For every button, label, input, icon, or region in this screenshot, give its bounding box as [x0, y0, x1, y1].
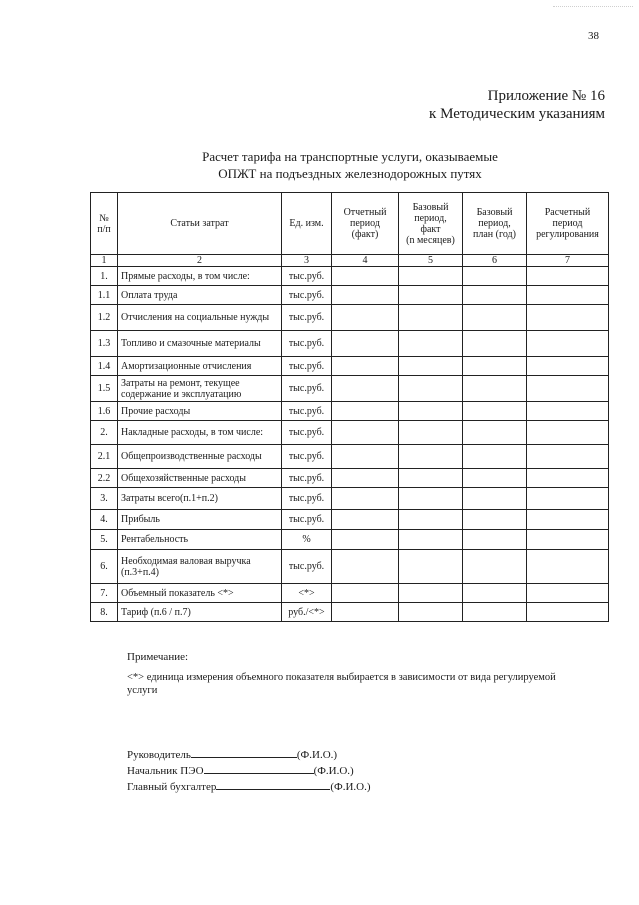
table-row [91, 267, 609, 286]
value-cell[interactable] [399, 305, 463, 331]
value-cell[interactable] [332, 305, 399, 331]
appendix-heading [429, 87, 605, 123]
value-cell[interactable] [332, 267, 399, 286]
value-cell[interactable] [332, 584, 399, 603]
signature-block [127, 747, 371, 795]
value-cell[interactable] [527, 603, 609, 622]
value-cell[interactable] [399, 331, 463, 357]
cost-item-cell: Тариф (п.6 / п.7) [118, 603, 282, 622]
header-text-line: Базовый [412, 201, 449, 213]
value-cell[interactable] [399, 286, 463, 305]
value-cell[interactable] [527, 510, 609, 530]
row-number-cell: 7. [91, 584, 118, 603]
cost-item-cell: Прибыль [118, 510, 282, 530]
unit-cell: % [282, 530, 332, 550]
value-cell[interactable] [332, 488, 399, 510]
header-unit [282, 193, 332, 255]
unit-cell: тыс.руб. [282, 357, 332, 376]
signature-name-placeholder: (Ф.И.О.) [330, 781, 371, 793]
table-row [91, 376, 609, 402]
signature-role: Руководитель [127, 749, 191, 761]
value-cell[interactable] [527, 357, 609, 376]
value-cell[interactable] [463, 286, 527, 305]
header-text-line: (n месяцев) [406, 234, 455, 246]
cost-item-cell: Затраты на ремонт, текущее содержание и эксплуатацию [118, 376, 282, 402]
table-row [91, 357, 609, 376]
page-number: 38 [588, 30, 599, 42]
value-cell[interactable] [527, 421, 609, 445]
unit-cell: <*> [282, 584, 332, 603]
value-cell[interactable] [399, 445, 463, 469]
table-header-row [91, 193, 609, 255]
table-body [91, 267, 609, 622]
value-cell[interactable] [332, 510, 399, 530]
value-cell[interactable] [399, 550, 463, 584]
value-cell[interactable] [463, 357, 527, 376]
row-number-cell: 1. [91, 267, 118, 286]
header-base-period-fact [399, 193, 463, 255]
cost-item-cell: Объемный показатель <*> [118, 584, 282, 603]
header-text-line: Статьи затрат [170, 218, 229, 229]
row-number-cell: 1.2 [91, 305, 118, 331]
value-cell[interactable] [332, 469, 399, 488]
value-cell[interactable] [399, 402, 463, 421]
value-cell[interactable] [527, 267, 609, 286]
signature-line [127, 779, 371, 795]
value-cell[interactable] [332, 421, 399, 445]
column-number-cell: 2 [118, 255, 282, 267]
value-cell[interactable] [463, 421, 527, 445]
row-number-cell: 6. [91, 550, 118, 584]
column-number-cell: 4 [332, 255, 399, 267]
unit-cell: тыс.руб. [282, 286, 332, 305]
value-cell[interactable] [399, 376, 463, 402]
value-cell[interactable] [399, 584, 463, 603]
row-number-cell: 1.3 [91, 331, 118, 357]
unit-cell: тыс.руб. [282, 305, 332, 331]
value-cell[interactable] [332, 331, 399, 357]
cost-item-cell: Общехозяйственные расходы [118, 469, 282, 488]
column-number-row [91, 255, 609, 267]
signature-line [127, 747, 371, 763]
value-cell[interactable] [399, 469, 463, 488]
signature-role: Начальник ПЭО [127, 765, 204, 777]
value-cell[interactable] [399, 510, 463, 530]
row-number-cell: 2.2 [91, 469, 118, 488]
value-cell[interactable] [332, 550, 399, 584]
cost-item-cell: Необходимая валовая выручка (п.3+п.4) [118, 550, 282, 584]
unit-cell: тыс.руб. [282, 421, 332, 445]
cost-item-cell: Прямые расходы, в том числе: [118, 267, 282, 286]
value-cell[interactable] [332, 376, 399, 402]
header-text-line: период [350, 218, 380, 229]
cost-item-cell: Амортизационные отчисления [118, 357, 282, 376]
value-cell[interactable] [463, 376, 527, 402]
cost-item-cell: Рентабельность [118, 530, 282, 550]
header-text-line: период, [478, 218, 511, 229]
row-number-cell: 3. [91, 488, 118, 510]
column-number-cell: 1 [91, 255, 118, 267]
signature-field[interactable] [216, 779, 330, 790]
header-number [91, 193, 118, 255]
row-number-cell: 8. [91, 603, 118, 622]
header-text-line: период, [414, 212, 447, 224]
table-row [91, 331, 609, 357]
value-cell[interactable] [463, 267, 527, 286]
header-text-line: факт [420, 223, 441, 235]
unit-cell: тыс.руб. [282, 550, 332, 584]
value-cell[interactable] [399, 603, 463, 622]
row-number-cell: 2. [91, 421, 118, 445]
header-regulation-period [527, 193, 609, 255]
title-line-1: Расчет тарифа на транспортные услуги, оказываемые [202, 149, 498, 164]
unit-cell: тыс.руб. [282, 469, 332, 488]
note-text: <*> единица измерения объемного показателя выбирается в зависимости от вида регулируемой услуги [127, 672, 556, 696]
unit-cell: тыс.руб. [282, 331, 332, 357]
value-cell[interactable] [463, 530, 527, 550]
unit-cell: тыс.руб. [282, 402, 332, 421]
value-cell[interactable] [332, 603, 399, 622]
cost-item-cell: Оплата труда [118, 286, 282, 305]
header-text-line: Отчетный [343, 207, 387, 218]
cost-item-cell: Топливо и смазочные материалы [118, 331, 282, 357]
table-row [91, 402, 609, 421]
cost-item-cell: Общепроизводственные расходы [118, 445, 282, 469]
unit-cell: тыс.руб. [282, 267, 332, 286]
row-number-cell: 1.4 [91, 357, 118, 376]
signature-role: Главный бухгалтер [127, 781, 217, 793]
unit-cell: тыс.руб. [282, 445, 332, 469]
header-text-line: регулирования [536, 229, 599, 240]
header-text-line: Расчетный [544, 207, 591, 218]
value-cell[interactable] [399, 530, 463, 550]
value-cell[interactable] [332, 445, 399, 469]
table-row [91, 445, 609, 469]
header-cost-item [118, 193, 282, 255]
value-cell[interactable] [463, 584, 527, 603]
column-number-cell: 3 [282, 255, 332, 267]
header-text-line: план (год) [473, 229, 516, 240]
value-cell[interactable] [463, 445, 527, 469]
header-text-line: период [552, 218, 583, 229]
note-label: Примечание: [127, 651, 189, 663]
column-number-cell: 7 [527, 255, 609, 267]
document-title [150, 148, 550, 182]
table-row [91, 584, 609, 603]
unit-cell: тыс.руб. [282, 510, 332, 530]
title-line-2: ОПЖТ на подъездных железнодорожных путях [218, 166, 482, 181]
table-row [91, 421, 609, 445]
signature-field[interactable] [204, 763, 314, 774]
unit-cell: тыс.руб. [282, 376, 332, 402]
cost-item-cell: Отчисления на социальные нужды [118, 305, 282, 331]
table-row [91, 530, 609, 550]
table-row [91, 286, 609, 305]
value-cell[interactable] [332, 402, 399, 421]
value-cell[interactable] [399, 421, 463, 445]
header-text-line: № [99, 212, 109, 224]
row-number-cell: 1.6 [91, 402, 118, 421]
header-text-line: Базовый [476, 207, 513, 218]
appendix-line-2: к Методическим указаниям [429, 106, 605, 122]
value-cell[interactable] [399, 488, 463, 510]
table-row [91, 510, 609, 530]
header-base-period-plan [463, 193, 527, 255]
row-number-cell: 1.5 [91, 376, 118, 402]
scan-artifact [553, 6, 633, 9]
table-row [91, 305, 609, 331]
header-text-line: п/п [97, 223, 111, 235]
value-cell[interactable] [527, 530, 609, 550]
signature-line [127, 763, 371, 779]
row-number-cell: 1.1 [91, 286, 118, 305]
value-cell[interactable] [527, 584, 609, 603]
appendix-line-1: Приложение № 16 [487, 88, 605, 104]
value-cell[interactable] [399, 357, 463, 376]
value-cell[interactable] [463, 488, 527, 510]
value-cell[interactable] [332, 286, 399, 305]
cost-item-cell: Прочие расходы [118, 402, 282, 421]
value-cell[interactable] [332, 530, 399, 550]
value-cell[interactable] [463, 305, 527, 331]
table-row [91, 550, 609, 584]
row-number-cell: 4. [91, 510, 118, 530]
value-cell[interactable] [463, 331, 527, 357]
unit-cell: руб./<*> [282, 603, 332, 622]
header-text-line: Ед. изм. [289, 218, 324, 229]
value-cell[interactable] [527, 305, 609, 331]
table-row [91, 488, 609, 510]
header-text-line: (факт) [351, 229, 379, 240]
table-row [91, 469, 609, 488]
value-cell[interactable] [399, 267, 463, 286]
unit-cell: тыс.руб. [282, 488, 332, 510]
value-cell[interactable] [527, 331, 609, 357]
signature-name-placeholder: (Ф.И.О.) [296, 749, 338, 761]
value-cell[interactable] [527, 488, 609, 510]
value-cell[interactable] [527, 402, 609, 421]
signature-field[interactable] [191, 747, 297, 758]
value-cell[interactable] [527, 550, 609, 584]
header-reporting-period [332, 193, 399, 255]
value-cell[interactable] [332, 357, 399, 376]
value-cell[interactable] [527, 445, 609, 469]
value-cell[interactable] [463, 510, 527, 530]
table-row [91, 603, 609, 622]
column-number-cell: 6 [463, 255, 527, 267]
value-cell[interactable] [527, 376, 609, 402]
row-number-cell: 5. [91, 530, 118, 550]
cost-item-cell: Затраты всего(п.1+п.2) [118, 488, 282, 510]
column-number-cell: 5 [399, 255, 463, 267]
cost-item-cell: Накладные расходы, в том числе: [118, 421, 282, 445]
value-cell[interactable] [527, 286, 609, 305]
value-cell[interactable] [463, 402, 527, 421]
row-number-cell: 2.1 [91, 445, 118, 469]
value-cell[interactable] [527, 469, 609, 488]
value-cell[interactable] [463, 550, 527, 584]
value-cell[interactable] [463, 469, 527, 488]
value-cell[interactable] [463, 603, 527, 622]
tariff-table [90, 192, 609, 622]
signature-name-placeholder: (Ф.И.О.) [313, 765, 354, 777]
